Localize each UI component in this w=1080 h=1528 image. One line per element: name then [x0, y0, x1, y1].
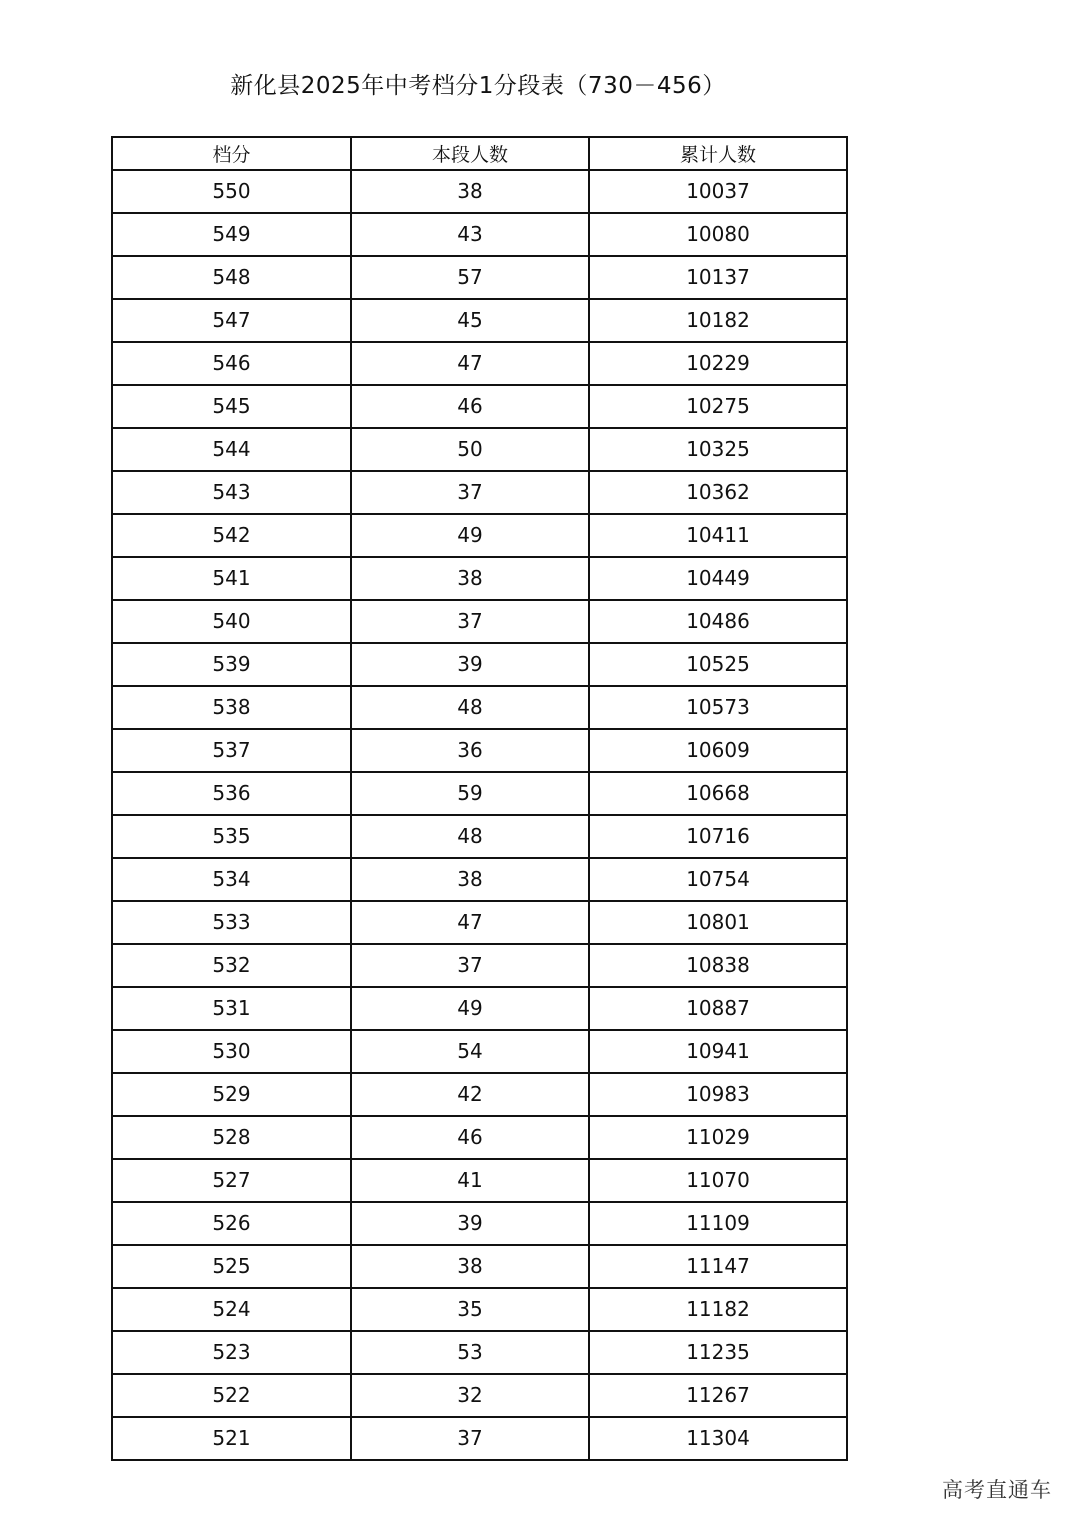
- cell-score: 542: [112, 514, 351, 557]
- cell-segment-count: 36: [351, 729, 589, 772]
- table-row: [112, 170, 847, 213]
- cell-score: 524: [112, 1288, 351, 1331]
- header-cumulative-count: 累计人数: [589, 137, 847, 170]
- cell-cumulative-count: 10229: [589, 342, 847, 385]
- table-row: [112, 729, 847, 772]
- table-row: [112, 1331, 847, 1374]
- cell-segment-count: 54: [351, 1030, 589, 1073]
- table-row: [112, 1073, 847, 1116]
- cell-score: 544: [112, 428, 351, 471]
- cell-score: 546: [112, 342, 351, 385]
- cell-cumulative-count: 10080: [589, 213, 847, 256]
- cell-score: 537: [112, 729, 351, 772]
- cell-segment-count: 49: [351, 514, 589, 557]
- cell-segment-count: 49: [351, 987, 589, 1030]
- cell-cumulative-count: 10411: [589, 514, 847, 557]
- cell-score: 550: [112, 170, 351, 213]
- cell-segment-count: 38: [351, 1245, 589, 1288]
- cell-segment-count: 39: [351, 1202, 589, 1245]
- table-row: [112, 1116, 847, 1159]
- cell-cumulative-count: 10983: [589, 1073, 847, 1116]
- cell-cumulative-count: 10275: [589, 385, 847, 428]
- table-row: [112, 1374, 847, 1417]
- watermark-text: 高考直通车: [942, 1478, 1052, 1502]
- cell-segment-count: 38: [351, 170, 589, 213]
- cell-score: 527: [112, 1159, 351, 1202]
- table-row: [112, 600, 847, 643]
- cell-cumulative-count: 10325: [589, 428, 847, 471]
- cell-score: 532: [112, 944, 351, 987]
- cell-score: 541: [112, 557, 351, 600]
- cell-cumulative-count: 10716: [589, 815, 847, 858]
- table-row: [112, 1288, 847, 1331]
- cell-score: 529: [112, 1073, 351, 1116]
- cell-cumulative-count: 11029: [589, 1116, 847, 1159]
- cell-score: 526: [112, 1202, 351, 1245]
- cell-score: 522: [112, 1374, 351, 1417]
- table-row: [112, 385, 847, 428]
- cell-score: 534: [112, 858, 351, 901]
- cell-cumulative-count: 10037: [589, 170, 847, 213]
- table-row: [112, 1202, 847, 1245]
- table-row: [112, 686, 847, 729]
- cell-segment-count: 59: [351, 772, 589, 815]
- table-row: [112, 815, 847, 858]
- cell-segment-count: 32: [351, 1374, 589, 1417]
- cell-segment-count: 42: [351, 1073, 589, 1116]
- cell-cumulative-count: 10838: [589, 944, 847, 987]
- cell-segment-count: 37: [351, 471, 589, 514]
- header-segment-count: 本段人数: [351, 137, 589, 170]
- cell-cumulative-count: 11267: [589, 1374, 847, 1417]
- cell-score: 521: [112, 1417, 351, 1460]
- table-row: [112, 987, 847, 1030]
- cell-segment-count: 48: [351, 686, 589, 729]
- cell-score: 531: [112, 987, 351, 1030]
- cell-segment-count: 53: [351, 1331, 589, 1374]
- table-row: [112, 213, 847, 256]
- cell-segment-count: 37: [351, 944, 589, 987]
- cell-segment-count: 38: [351, 858, 589, 901]
- cell-segment-count: 47: [351, 901, 589, 944]
- cell-segment-count: 57: [351, 256, 589, 299]
- page-title: 新化县2025年中考档分1分段表（730－456）: [230, 73, 726, 99]
- table-body: [112, 170, 847, 1460]
- table-row: [112, 901, 847, 944]
- cell-score: 536: [112, 772, 351, 815]
- cell-segment-count: 46: [351, 385, 589, 428]
- table-row: [112, 428, 847, 471]
- cell-cumulative-count: 10801: [589, 901, 847, 944]
- cell-segment-count: 35: [351, 1288, 589, 1331]
- table-header-row: [112, 137, 847, 170]
- cell-cumulative-count: 10941: [589, 1030, 847, 1073]
- cell-cumulative-count: 10887: [589, 987, 847, 1030]
- cell-score: 535: [112, 815, 351, 858]
- score-distribution-table: [111, 136, 848, 1461]
- table-row: [112, 772, 847, 815]
- cell-score: 549: [112, 213, 351, 256]
- cell-segment-count: 37: [351, 1417, 589, 1460]
- cell-cumulative-count: 10609: [589, 729, 847, 772]
- header-score: 档分: [112, 137, 351, 170]
- cell-score: 538: [112, 686, 351, 729]
- cell-segment-count: 50: [351, 428, 589, 471]
- table-row: [112, 471, 847, 514]
- table-row: [112, 256, 847, 299]
- cell-segment-count: 48: [351, 815, 589, 858]
- cell-cumulative-count: 10573: [589, 686, 847, 729]
- cell-cumulative-count: 11304: [589, 1417, 847, 1460]
- cell-cumulative-count: 10525: [589, 643, 847, 686]
- cell-score: 528: [112, 1116, 351, 1159]
- cell-cumulative-count: 11070: [589, 1159, 847, 1202]
- cell-segment-count: 46: [351, 1116, 589, 1159]
- cell-score: 543: [112, 471, 351, 514]
- cell-cumulative-count: 10754: [589, 858, 847, 901]
- cell-score: 548: [112, 256, 351, 299]
- cell-segment-count: 37: [351, 600, 589, 643]
- cell-cumulative-count: 11182: [589, 1288, 847, 1331]
- cell-cumulative-count: 11235: [589, 1331, 847, 1374]
- cell-score: 523: [112, 1331, 351, 1374]
- cell-score: 530: [112, 1030, 351, 1073]
- table-row: [112, 643, 847, 686]
- cell-segment-count: 43: [351, 213, 589, 256]
- table-row: [112, 557, 847, 600]
- table-row: [112, 514, 847, 557]
- cell-segment-count: 41: [351, 1159, 589, 1202]
- cell-cumulative-count: 10182: [589, 299, 847, 342]
- table-row: [112, 1417, 847, 1460]
- cell-cumulative-count: 10449: [589, 557, 847, 600]
- table-row: [112, 858, 847, 901]
- cell-score: 540: [112, 600, 351, 643]
- cell-segment-count: 45: [351, 299, 589, 342]
- table-row: [112, 1159, 847, 1202]
- cell-cumulative-count: 11109: [589, 1202, 847, 1245]
- cell-score: 547: [112, 299, 351, 342]
- cell-cumulative-count: 10137: [589, 256, 847, 299]
- cell-score: 525: [112, 1245, 351, 1288]
- cell-score: 539: [112, 643, 351, 686]
- cell-cumulative-count: 10362: [589, 471, 847, 514]
- table-row: [112, 944, 847, 987]
- cell-segment-count: 39: [351, 643, 589, 686]
- cell-segment-count: 47: [351, 342, 589, 385]
- table-row: [112, 342, 847, 385]
- cell-score: 533: [112, 901, 351, 944]
- cell-cumulative-count: 10668: [589, 772, 847, 815]
- table-row: [112, 299, 847, 342]
- table-row: [112, 1245, 847, 1288]
- table-row: [112, 1030, 847, 1073]
- cell-segment-count: 38: [351, 557, 589, 600]
- cell-score: 545: [112, 385, 351, 428]
- cell-cumulative-count: 11147: [589, 1245, 847, 1288]
- cell-cumulative-count: 10486: [589, 600, 847, 643]
